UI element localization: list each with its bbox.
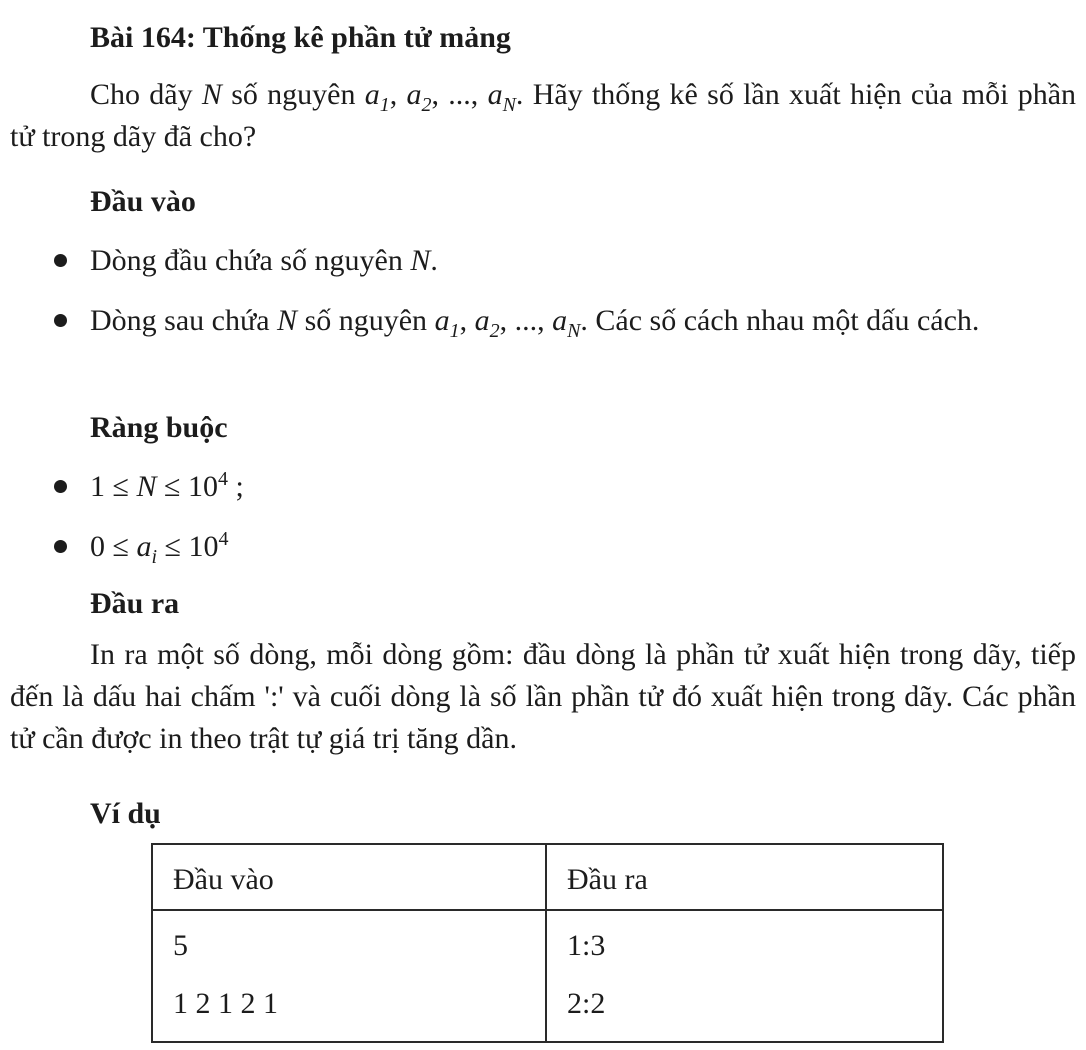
problem-statement: Cho dãy N số nguyên $a_1$, $a_2$, ..., $a_N$. Hãy thống kê số lần xuất hiện của mỗi phần tử trong dãy đã cho? [10, 78, 1077, 153]
input-heading: Đầu vào [90, 185, 196, 218]
problem-title: Bài 164: Thống kê phần tử mảng [90, 21, 511, 54]
output-heading: Đầu ra [90, 587, 180, 620]
examples-heading: Ví dụ [90, 797, 161, 830]
example-output-line: 2:2 [567, 987, 606, 1020]
input-bullet-1: Dòng đầu chứa số nguyên N. [54, 240, 1076, 282]
example-input-line: 5 [173, 929, 188, 962]
example-input-line: 1 2 1 2 1 [173, 987, 278, 1020]
bullet-dot [54, 314, 67, 327]
input-bullet-2: Dòng sau chứa N số nguyên $a_1$, $a_2$, ..., $a_N$. Các số cách nhau một dấu cách. [54, 300, 1076, 342]
example-output-cell [546, 910, 943, 1042]
table-row [152, 910, 943, 1042]
constraints-heading: Ràng buộc [90, 411, 228, 444]
bullet-dot [54, 540, 67, 553]
constraint-2: $0 \le a_i \le 10^4$ [54, 526, 1076, 568]
bullet-dot [54, 480, 67, 493]
header-input-cell: Đầu vào [152, 844, 546, 910]
example-output-line: 1:3 [567, 929, 606, 962]
bullet-dot [54, 254, 67, 267]
output-description: In ra một số dòng, mỗi dòng gồm: đầu dòng là phần tử xuất hiện trong dãy, tiếp đến là dấu hai chấm ':' và cuối dòng là số lần phần tử đó xuất hiện trong dãy. Các phần tử cần được in theo trật tự giá trị tăng dần. [10, 638, 1076, 755]
header-output-cell: Đầu ra [546, 844, 943, 910]
table-header-row [152, 844, 943, 910]
example-input-cell [152, 910, 546, 1042]
examples-table [151, 843, 944, 1043]
constraint-1: $1 \le N \le 10^4$ ; [54, 466, 1076, 508]
